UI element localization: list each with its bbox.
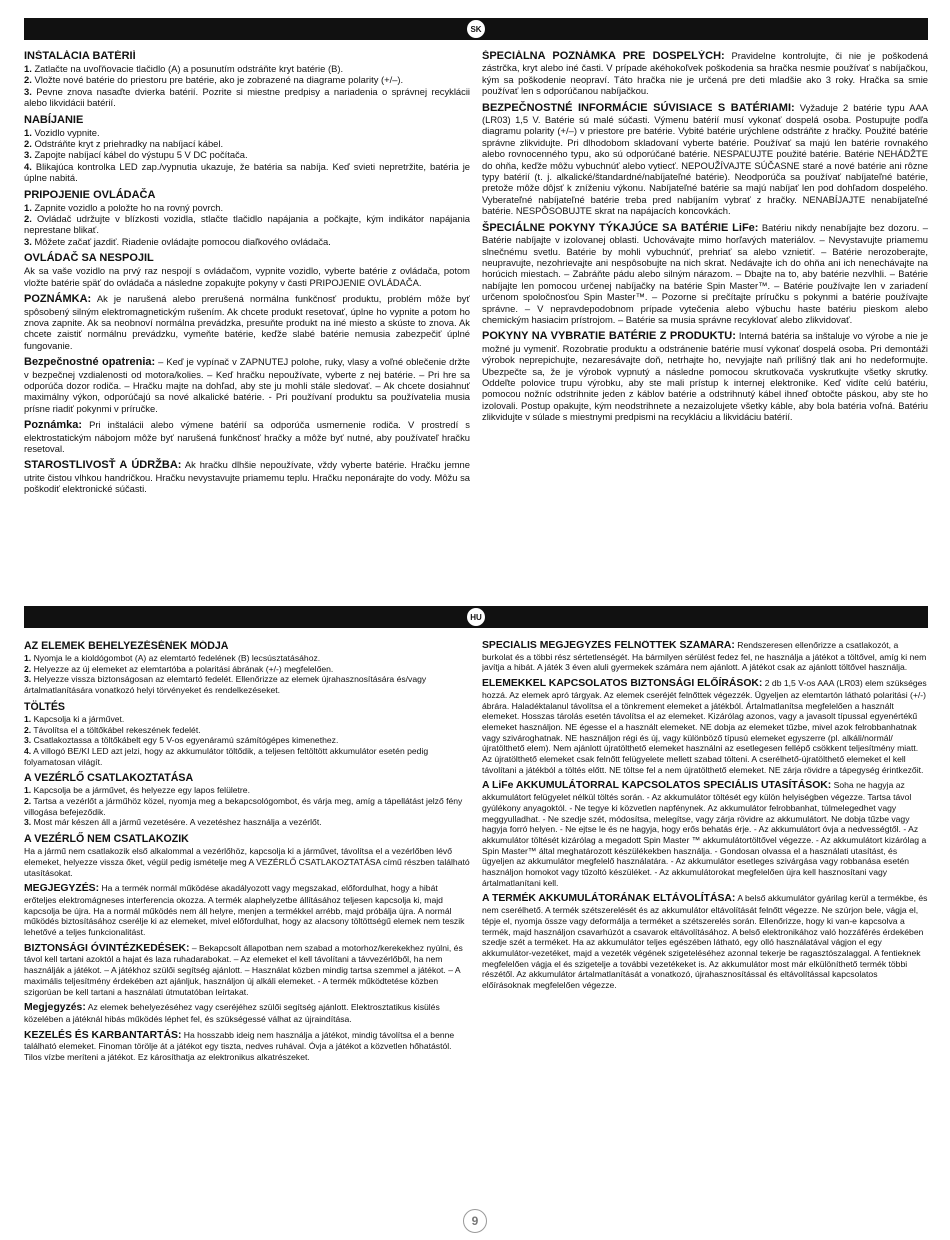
step-text: Zapojte nabíjací kábel do výstupu 5 V DC počítača. [34,149,248,161]
section-heading: PRIPOJENIE OVLÁDAČA [24,188,156,201]
instruction-line [24,236,470,247]
text-section [24,943,470,998]
step-number: 3. [24,817,32,828]
paragraph [482,678,928,775]
paragraph [24,459,470,494]
inline-heading: POKYNY NA VYBRATIE BATÉRIE Z PRODUKTU: [482,330,736,343]
paragraph-body: Batériu nikdy nenabíjajte bez dozoru. – Batérie nabíjajte v izolovanej oblasti. Uchovávajte mimo horľavých materiálov. – Nevystavujte priamemu slnečnému svetlu. Batérie by mohli vybuchnúť, prehriať sa alebo vznietiť. – Batérie nerozoberajte, neupravujte, nezohrievajte ani nespôsobujte na nich skrat. Nedávajte ich do ohňa ani ich nenechávajte na horúcich miestach. – Zabráňte pádu alebo silným nárazom. – Dbajte na to, aby batérie nezvlhli. – Batérie nabíjajte len pomocou určenej nabíjačky na batérie Spin Master™. – Batérie používajte len v zariadení určenom spoločnosťou Spin Master™. – Pozorne si prečítajte príručku s pokynmi a batérie používajte správne. – V nepravdepodobnom prípade vytečenia alebo výbuchu haste batériu pieskom alebo chemickým hasiacim prístrojom. – Batérie sa musia správne recyklovať alebo zlikvidovať. [482,221,928,325]
step-number: 4. [24,745,32,756]
paragraph-body: Vyžaduje 2 batérie typu AAA (LR03) 1,5 V. Batérie sú malé súčasti. Výmenu batérií musí vykonať dospelá osoba. Postupujte podľa diagramu polarity (+/–) v priestore pre batérie. Vybité batérie urýchlene odstráňte z hračky. Použité batérie správne zlikvidujte. Pri dlhodobom skladovaní vyberte batérie. Používať sa majú len batérie rovnakého alebo rovnocenného typu, ako sú odporúčané batérie. NESPAĽUJTE použité batérie. Batérie NEHÁDŽTE do ohňa, keďže môžu vybuchnúť alebo vytiecť. NEPOUŽÍVAJTE SÚČASNE staré a nové batérie ani rôzne typy batérií (t. j. alkalické/štandardné/nabíjateľné batérie). Neodporúča sa používať nabíjateľné batérie, pretože môže dôjsť k zníženiu výkonu. Nabíjateľné batérie sa majú nabíjať len pod dohľadom dospelého. Vyberateľné nabíjateľné batérie treba pred nabíjaním vybrať z hračky. NENABÍJAJTE nenabíjateľné batérie. NESPÔSOBUJTE skrat na napájacích koncovkách. [482,101,928,217]
instruction-line [24,817,470,828]
instruction-line [24,746,470,767]
step-number: 4. [24,160,32,172]
step-text: Odstráňte kryt z priehradky na nabíjací kábel. [34,138,224,150]
step-text: Blikajúca kontrolka LED zap./vypnutia ukazuje, že batéria sa nabíja. Keď svieti nepretržite, batéria je úplne nabitá. [24,160,470,184]
paragraph [24,419,470,454]
language-badge-sk [466,19,486,39]
paragraph [24,356,470,414]
inline-heading: KEZELÉS ÉS KARBANTARTÁS: [24,1029,182,1041]
instruction-line [24,846,470,878]
sk-left-column [24,50,470,500]
text-section [482,330,928,422]
text-section [24,701,470,768]
instruction-line [24,149,470,160]
step-number: 3. [24,149,32,161]
text-section [24,114,470,184]
paragraph [482,330,928,422]
step-text: Most már készen áll a jármű vezetésére. A vezetéshez használja a vezérlőt. [33,817,322,828]
text-section [482,780,928,888]
step-text: Kapcsolja be a járművet, és helyezze egy lapos felületre. [33,785,250,796]
step-text: Nyomja le a kioldógombot (A) az elemtartó fedelének (B) lecsúsztatásához. [33,653,321,663]
inline-heading: MEGJEGYZÉS: [24,883,100,895]
page-number-circle [463,1209,487,1233]
badge-label: HU [470,612,482,622]
instruction-line [24,74,470,85]
paragraph [482,222,928,326]
paragraph-body: Ha hosszabb ideig nem használja a játékot, mindig távolítsa el a benne található elemeket. Finoman törölje át a játékot egy tiszta, nedves ruhával. Óvja a játékot a közvetlen hőhatástól. Tilos vízbe meríteni a játékot. Ez károsíthatja az elektronikus alkatrészeket. [24,1029,455,1063]
inline-heading: POZNÁMKA: [24,293,92,306]
step-number: 2. [24,74,32,86]
paragraph [482,102,928,217]
text-section [482,102,928,217]
step-text: Vozidlo vypnite. [34,126,100,138]
instruction-line [24,664,470,675]
paragraph-body: Interná batéria sa inštaluje vo výrobe a nie je možné ju vymeniť. Rozobratie produktu a odstránenie batérie musí vykonať dospelá osoba. Pri demontáži výrobok neprepichujte, nezaresávajte doň, netrhajte ho, nevyjajte naň prílišný tlak ani ho nedeformujte. Ubezpečte sa, že je výrobok vypnutý a následne pomocou skrutkovača vyskrutkujte všetky skrutky. Oddeľte polovice trupu výrobku, aby ste mali prístup k internej elektronike. Keď vidíte celú batériu, pomocou nožníc odstrihnite jeden z káblov batérie a odstrihnutý kábel ihneď obtočte páskou, aby ste ho izolovali. Postup opakujte, kým neodstrihnete a nezaizolujete všetky káble, aby bola batéria voľná. Batériu zlikvidujte v súlade s miestnymi predpismi na recykláciu a likvidáciu batérií. [482,330,928,423]
inline-heading: ŠPECIÁLNE POKYNY TÝKAJÚCE SA BATÉRIE LiFe: [482,221,759,234]
paragraph-body: – Keď je vypínač v ZAPNUTEJ polohe, ruky, vlasy a voľné oblečenie držte v bezpečnej vzdialenosti od motora/kolies. – Keď hračku nepoužívate, vyberte z nej batérie. – Pri hre sa odporúča dozor rodiča. – Hračku majte na dohľad, aby ste ju mohli stále sledovať. – Ak chcete dosiahnuť maximálny výkon, odporúčajú sa nové alkalické batérie. - Pri používaní produktu sa používatelia musia prísne riadiť pokynmi v príručke. [24,356,470,414]
inline-heading: BIZTONSÁGI ÓVINTÉZKEDÉSEK: [24,942,190,954]
text-section [24,640,470,696]
paragraph-body: Rendszeresen ellenőrizze a csatlakozót, a burkolat és a többi rész sértetlenségét. Ha bármilyen sérülést fedez fel, ne használja a játékot a töltővel, amíg ki nem javítja a hibát. A játék 3 éven aluli gyermekek számára nem ajánlott. A játékot csak az ajánlott töltővel használja. [482,640,927,673]
inline-heading: ELEMEKKEL KAPCSOLATOS BIZTONSÁGI ELŐÍRÁSOK: [482,678,763,690]
step-number: 1. [24,63,32,74]
text-section [482,640,928,673]
step-number: 1. [24,126,32,138]
section-heading: A VEZÉRLŐ NEM CSATLAKOZIK [24,833,189,846]
step-text: Helyezze vissza biztonságosan az elemtartó fedelét. Ellenőrizze az elemek újrahasznosítására és/vagy ártalmatlanítására vonatkozó helyi törvényeket és rendelkezéseket. [24,674,427,696]
paragraph [482,893,928,990]
badge-label: SK [470,24,482,34]
paragraph-body: Pravidelne kontrolujte, či nie je poškodená zástrčka, kryt alebo iné časti. V prípade akéhokoľvek poškodenia sa hračka nesmie používať s nabíjačkou, kým sa poškodenie neopraví. Táto hračka nie je určená pre deti mladšie ako 3 roky. Hračka sa smie používať len s odporúčanou nabíjačkou. [482,50,928,97]
step-text: Ovládač udržujte v blízkosti vozidla, stlačte tlačidlo napájania a počkajte, kým indikátor napájania neprestane blikať. [24,213,470,236]
instruction-line [24,653,470,664]
step-text: Zatlačte na uvoľňovacie tlačidlo (A) a posunutím odstráňte kryt batérie (B). [34,63,344,74]
section-heading: OVLÁDAČ SA NESPOJIL [24,252,154,265]
inline-heading: Megjegyzés: [24,1002,86,1014]
text-section [482,893,928,990]
text-section [24,50,470,109]
paragraph-body: Ak je narušená alebo prerušená normálna funkčnosť produktu, problém môže byť spôsobený silným elektromagnetickým rušením. Ak chcete produkt resetovať, úplne ho vypnite a potom ho znova zapnite. Ak sa neobnoví normálna prevádzka, presuňte produkt na iné miesto a skúste to znova. Ak chcete zaistiť normálnu prevádzku, vymeňte batérie, keďže slabé batérie nemusia zabezpečiť úplné fungovanie. [24,293,470,351]
paragraph-body: Soha ne hagyja az akkumulátort felügyelet nélkül töltés során. - Az akkumulátor töltését egy külön helyiségben végezze. Tartsa távol gyúlékony anyagoktól. - Ne tegye ki közvetlen napfénynek. Az akkumulátor felrobbanhat, túlmelegedhet vagy meggyulladhat. - Ne szedje szét, módosítsa, melegítse, vagy zárja rövidre az akkumulátort. Ne dobja tűzbe vagy hagyja forró helyen. - Ne ejtse le és ne hagyja, hogy erős behatás érje. - Az akkumulátort óvja a nedvességtől. - Az akkumulátor töltését kizárólag a megadott Spin Master ™ akkumulátortöltővel végezze. - Az akkumulátort kizárólag a Spin Master™ által meghatározott készülékekben használja. - Gondosan olvassa el a használati utasítást, és ügyeljen az akkumulátor megfelelő használatára. - Az akkumulátor esetleges szivárgása vagy robbanása esetén használjon homokot vagy tűzoltó készüléket. - Az akkumulátorokat megfelelően újra kell hasznosítani vagy ártalmatlanítani kell. [482,780,927,888]
paragraph-body: Pri inštalácii alebo výmene batérií sa odporúča usmernenie rodiča. V prostredí s elektrostatickým nábojom môže byť narušená funkčnosť hračky a môže byť nutné, aby používateľ hračku resetoval. [24,419,470,454]
text-section [24,419,470,454]
step-text: Kapcsolja ki a járművet. [33,713,125,724]
text-section [482,50,928,97]
paragraph [482,640,928,673]
instruction-line [24,161,470,184]
sk-section-bar [24,18,928,40]
text-section [24,459,470,494]
step-number: 2. [24,663,32,674]
instruction-line [24,138,470,149]
instruction-line [24,63,470,74]
step-text: Ha a jármű nem csatlakozik első alkalommal a vezérlőhöz, kapcsolja ki a járművet, távolítsa el a vezérlőben lévő elemeket, helyezze vissza őket, végül pedig ismételje meg A VEZÉRLŐ CSATLAKOZTATÁSA című részben található utasításokat. [24,846,470,878]
instruction-line [24,785,470,796]
text-section [24,293,470,351]
inline-heading: Bezpečnostné opatrenia: [24,356,156,369]
text-section [482,222,928,326]
text-section [24,1030,470,1063]
paragraph [24,943,470,998]
paragraph [24,883,470,938]
text-section [24,189,470,248]
step-number: 2. [24,796,32,807]
step-text: Helyezze az új elemeket az elemtartóba a polaritási ábrának (+/-) megfelelően. [33,663,334,674]
language-badge-hu [466,607,486,627]
instruction-line [24,674,470,695]
step-text: Pevne znova nasaďte dvierka batérií. Pozrite si miestne predpisy a nariadenia o správnej recyklácii alebo likvidácii batérií. [24,85,470,109]
step-text: Môžete začať jazdiť. Riadenie ovládajte pomocou diaľkového ovládača. [34,235,331,247]
paragraph-body: Ak hračku dlhšie nepoužívate, vždy vyberte batérie. Hračku jemne utrite čistou vlhkou handričkou. Hračku nevystavujte priamemu teplu. Hračku neponárajte do vody. Môžu sa poškodiť elektronické súčasti. [24,459,470,495]
step-number: 1. [24,653,32,663]
step-number: 3. [24,735,32,746]
section-heading: A VEZÉRLŐ CSATLAKOZTATÁSA [24,772,194,785]
step-number: 1. [24,713,32,724]
paragraph-body: Ha a termék normál működése akadályozott vagy megszakad, előfordulhat, hogy a hibát erőteljes elektromágneses interferencia okozza. A termék alaphelyzetbe állításához teljesen kapcsolja ki, majd kapcsolja be újra. Ha a normál működés nem áll helyre, menjen a termékkel arrébb, majd próbálja újra. A normál működés biztosításához cserélje ki az elemeket, mivel előfordulhat, hogy az alacsony töltöttségű elemek nem teszik lehetővé a teljes funkcionalitást. [24,883,465,938]
step-text: Tartsa a vezérlőt a járműhöz közel, nyomja meg a bekapcsológombot, és várja meg, amíg a tápellátást jelző fény villogása befejeződik. [24,796,463,817]
step-text: Vložte nové batérie do priestoru pre batérie, ako je zobrazené na diagrame polarity (+/–). [34,74,404,86]
paragraph [24,1002,470,1024]
instruction-line [24,796,470,817]
step-number: 3. [24,85,32,97]
paragraph-body: 2 db 1,5 V-os AAA (LR03) elem szükséges hozzá. Az elemek apró tárgyak. Az elemek cseréjét felnőttek végezzék. Ügyeljen az elemtartón látható polaritási (+/-) ábrára. Haladéktalanul távolítsa el a tönkrement elemeket a játékból. Ártalmatlanítsa megfelelően a használt elemeket. Hosszas tárolás esetén távolítsa el az elemeket. Kizárólag azonos, vagy a javasolt típussal egyenértékű elemeket használjon. NE égesse el a használt elemeket. NE dobja az elemeket tűzbe, mivel azok felrobbanhatnak vagy szivároghatnak. NE használjon régi és új, vagy különböző típusú elemeket egyszerre (pl. alkáli/normál/újratölthető elem). Nem ajánlott újratölthető elemeket használni az esetlegesen fellépő csökkent teljesítmény miatt. Az újratölthető elemeket csak felnőtt felügyelete mellett szabad tölteni. A cserélhető-újratölthető elemeket el kell távolítani a játékból a töltés előtt. NE töltse fel a nem újratölthető elemeket. NE zárja rövidre a tápegység érintkezőit. [482,678,927,775]
instruction-line [24,202,470,213]
paragraph [24,1030,470,1063]
instruction-line [24,725,470,736]
instruction-line [24,86,470,109]
text-section [24,833,470,878]
instruction-line [24,127,470,138]
step-text: A villogó BE/KI LED azt jelzi, hogy az akkumulátor töltődik, a teljesen feltöltött akkumulátor esetén pedig folyamatosan világít. [24,745,429,767]
text-section [24,772,470,828]
paragraph-body: A belső akkumulátor gyárilag kerül a termékbe, és nem cserélhető. A termék szétszerelését és az akkumulátor eltávolítását felnőtt végezze. Ne szúrjon bele, vágja el, tépje el, nyomja össze vagy deformálja a terméket a szétszerelés során. Ellenőrizze, hogy ki van-e kapcsolva a termék, majd használjon csavarhúzót a csavarok eltávolításához. A belső elektronikához való hozzáférés érdekében szedje szét a terméket. Ha az akkumulátor teljes egészében látható, egy olló használatával vágjon el egy akkumulátor-vezetéket, majd a vezeték végének szigeteléséhez azonnal tekerje be ragasztószalaggal. A fentieknek megfelelően vágja el és szigetelje a további vezetékeket is. Az akkumulátor most már elkülöníthető termék többi részétől. Az akkumulátor ártalmatlanítását a vonatkozó, újrahasznosítással és eltávolítással kapcsolatos előírásoknak megfelelően végezze. [482,893,928,991]
sk-right-column [482,50,928,428]
hu-left-column [24,640,470,1068]
section-heading: INŠTALÁCIA BATÉRIÍ [24,50,136,62]
step-number: 1. [24,785,32,796]
instruction-line [24,213,470,236]
section-heading: AZ ELEMEK BEHELYEZÉSÉNEK MÓDJA [24,640,229,652]
text-section [24,252,470,288]
text-section [24,883,470,938]
inline-heading: SPECIÁLIS MEGJEGYZÉS FELNŐTTEK SZÁMÁRA: [482,640,735,651]
paragraph [24,293,470,351]
paragraph-body: – Bekapcsolt állapotban nem szabad a motorhoz/kerekekhez nyúlni, és távol kell tartani azoktól a hajat és laza ruhadarabokat. – Az elemeket el kell távolítani a távvezérlőből, ha nem használják a játékot. – A játékhoz szülői segítség ajánlott. – Használat közben mindig tartsa szemmel a játékot. – A maximális teljesítmény érdekében azt ajánljuk, használjon új alkáli elemeket. - A termék működtetése közben szigorúan be kell tartani a használati útmutatóban leírtakat. [24,942,463,997]
step-number: 3. [24,674,32,685]
inline-heading: ŠPECIÁLNA POZNÁMKA PRE DOSPELÝCH: [482,50,725,62]
step-number: 1. [24,201,32,213]
step-text: Csatlakoztassa a töltőkábelt egy 5 V-os egyenáramú számítógépes kimenethez. [33,735,339,746]
inline-heading: Poznámka: [24,419,83,432]
inline-heading: A TERMÉK AKKUMULÁTORÁNAK ELTÁVOLÍTÁSA: [482,893,736,905]
paragraph [482,780,928,888]
page-number: 9 [471,1214,479,1228]
step-number: 2. [24,138,32,150]
section-heading: TÖLTÉS [24,700,65,713]
hu-section-bar [24,606,928,628]
paragraph-body: Az elemek behelyezéséhez vagy cseréjéhez szülői segítség ajánlott. Elektrosztatikus kisülés közelében a játéknál hibás működés léphet fel, és szükségessé válhat az újraindítása. [24,1002,440,1024]
instruction-line [24,265,470,288]
inline-heading: BEZPEČNOSTNÉ INFORMÁCIE SÚVISIACE S BATÉRIAMI: [482,101,795,114]
instruction-line [24,735,470,746]
text-section [24,356,470,414]
inline-heading: STAROSTLIVOSŤ A ÚDRŽBA: [24,459,182,472]
section-heading: NABÍJANIE [24,113,84,126]
step-number: 2. [24,213,32,225]
inline-heading: A LiFe AKKUMULÁTORRAL KAPCSOLATOS SPECIÁLIS UTASÍTÁSOK: [482,780,832,792]
step-text: Zapnite vozidlo a položte ho na rovný povrch. [34,201,224,213]
step-text: Távolítsa el a töltőkábel rekeszének fedelét. [33,724,201,735]
hu-right-column [482,640,928,996]
step-number: 3. [24,235,32,247]
text-section [24,1002,470,1024]
text-section [482,678,928,775]
step-text: Ak sa vaše vozidlo na prvý raz nespojí s ovládačom, vypnite vozidlo, vyberte batérie z ovládača, potom vložte batérie späť do ovládača a následne zopakujte pokyny v časti PRIPOJENIE OVLÁDAČA. [24,265,470,288]
instruction-line [24,714,470,725]
step-number: 2. [24,724,32,735]
paragraph [482,50,928,97]
